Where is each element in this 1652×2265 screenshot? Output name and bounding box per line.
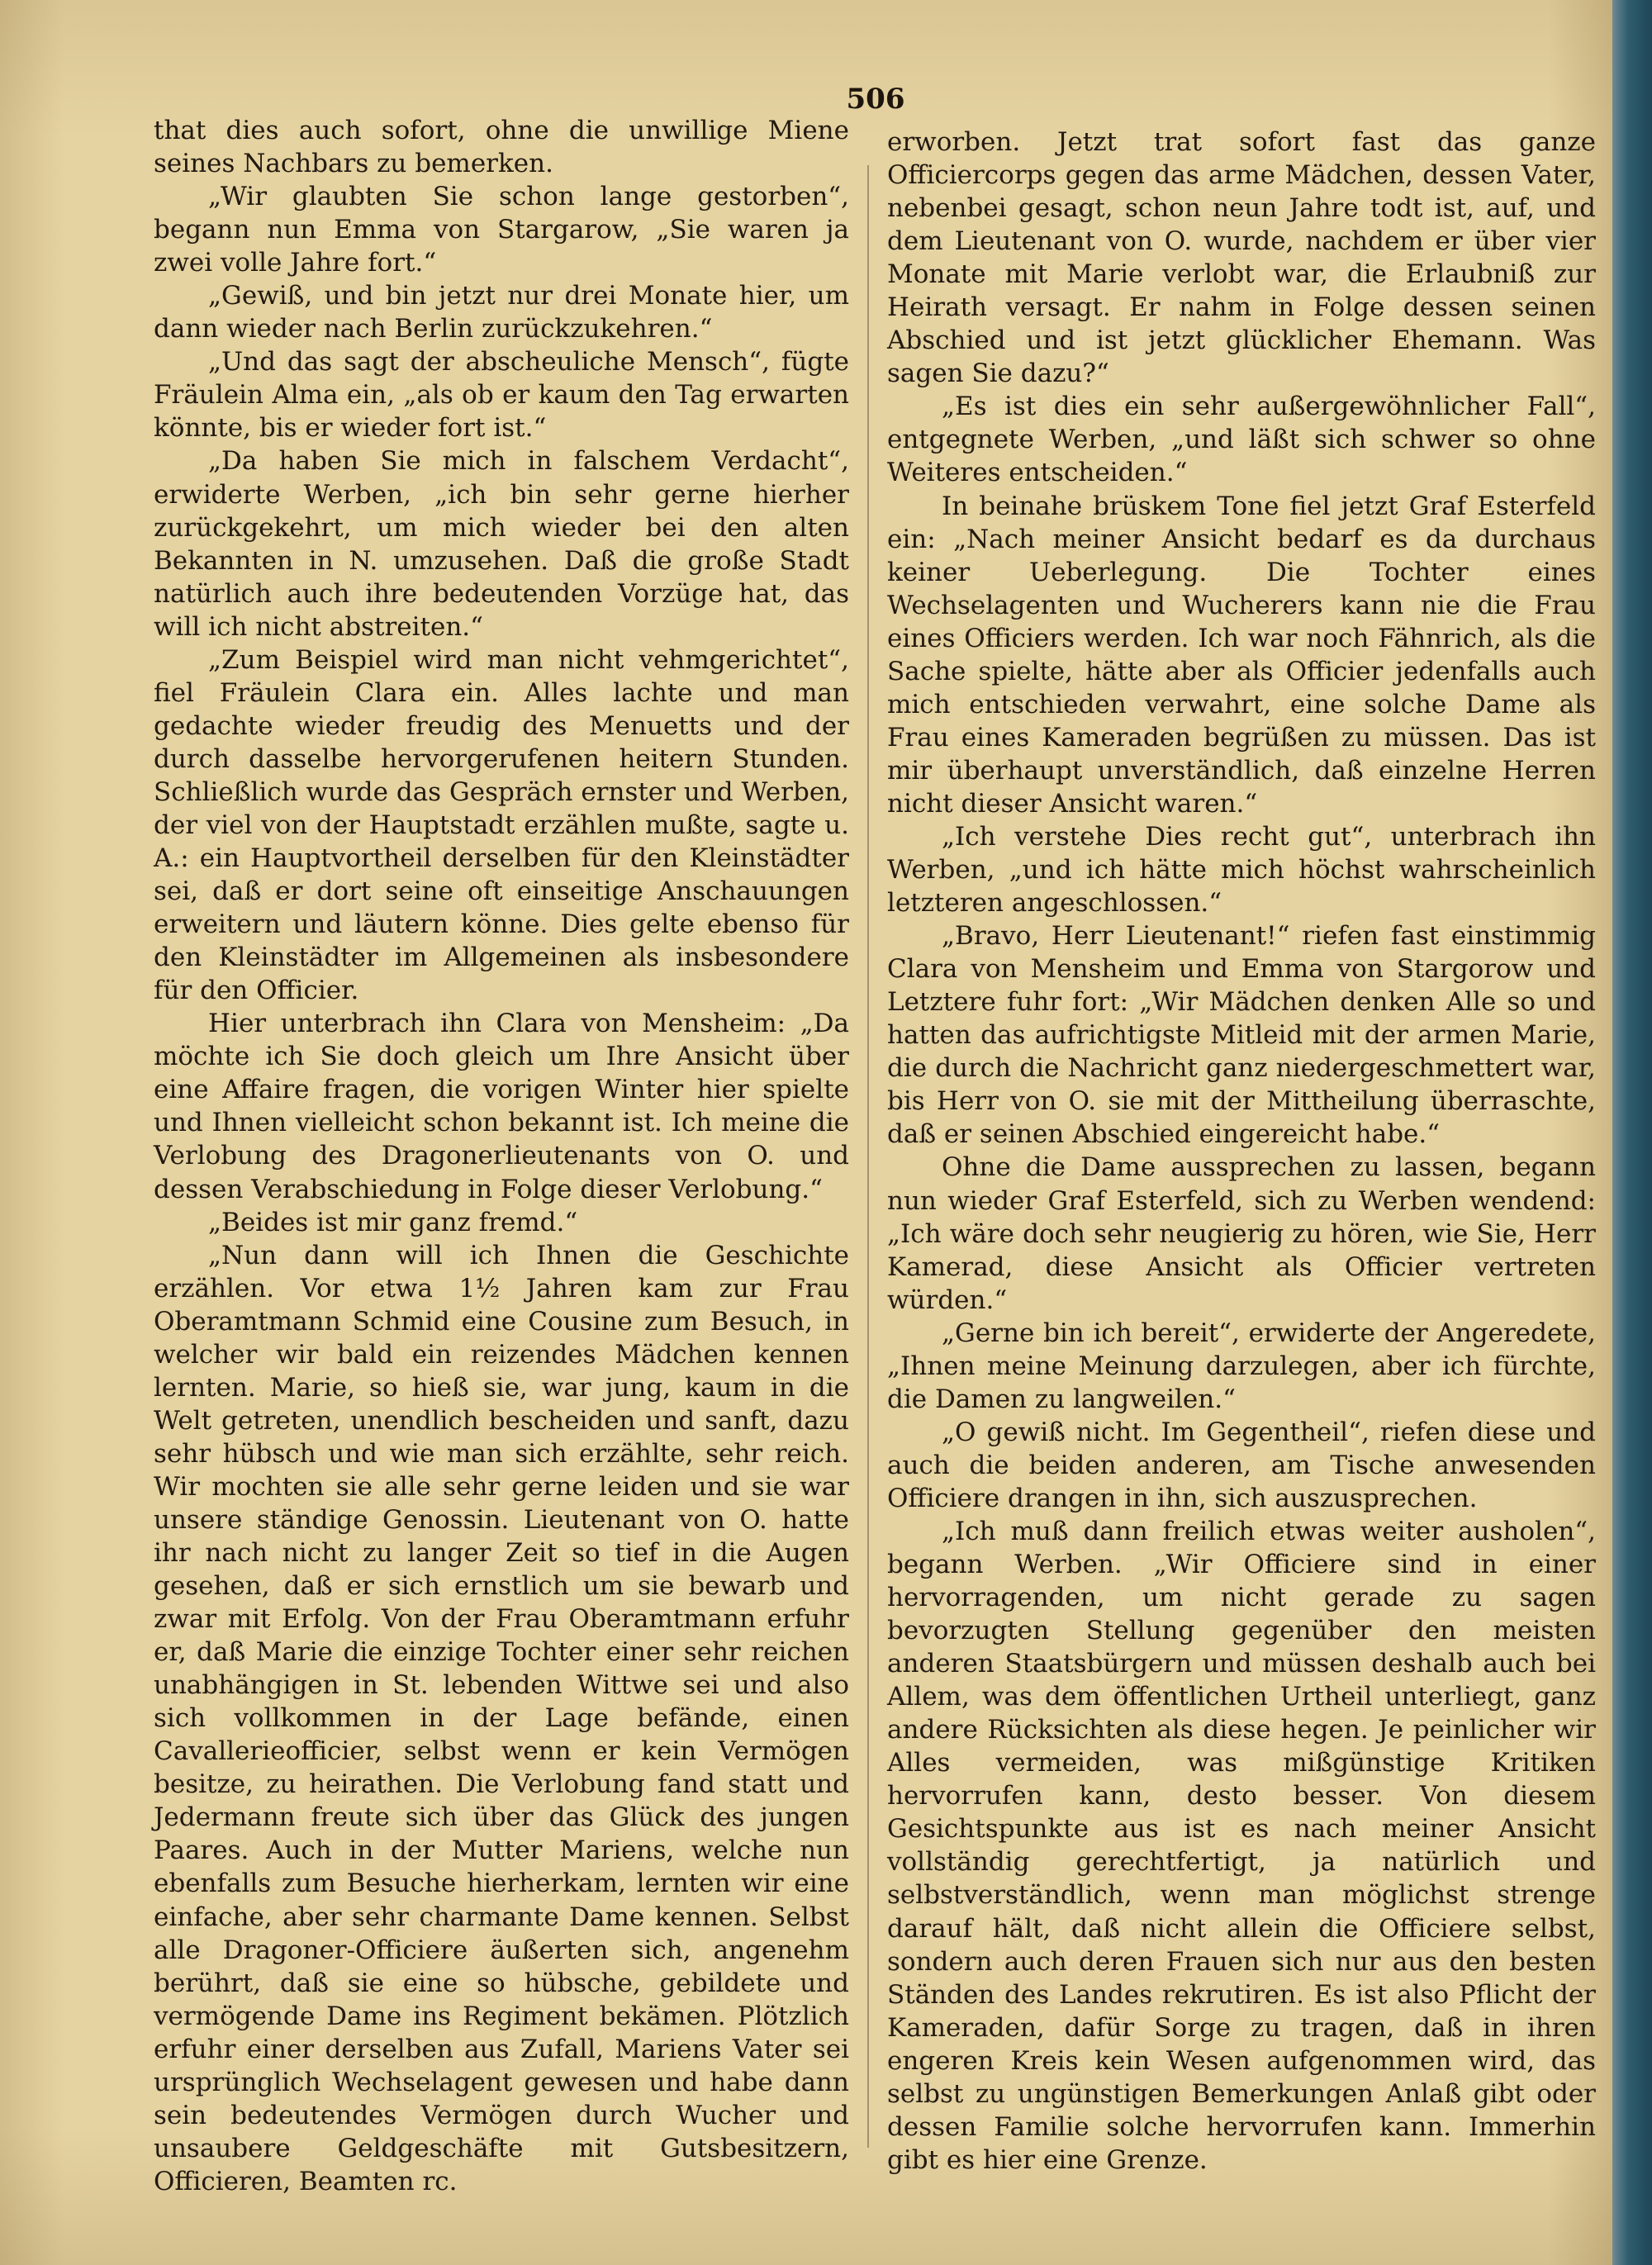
left-column xyxy=(154,114,849,2198)
paragraph: „Wir glaubten Sie schon lange gestorben“, begann nun Emma von Stargarow, „Sie waren ja zwei volle Jahre fort.“ xyxy=(154,182,849,278)
paragraph: that dies auch sofort, ohne die unwillige Miene seines Nachbars zu bemerken. xyxy=(154,116,849,179)
column-divider xyxy=(867,165,869,2148)
paragraph: „Bravo, Herr Lieutenant!“ riefen fast einstimmig Clara von Mensheim und Emma von Stargorow und Letztere fuhr fort: „Wir Mädchen denken Alle so und hatten das aufrichtigste Mitleid mit der armen Marie, die durch die Nachricht ganz niedergeschmettert war, bis Herr von O. sie mit der Mittheilung überraschte, daß er seinen Abschied eingereicht habe.“ xyxy=(887,921,1596,1150)
paragraph: „Ich muß dann freilich etwas weiter ausholen“, begann Werben. „Wir Officiere sind in einer hervorragenden, um nicht gerade zu sagen bevorzugten Stellung gegenüber den meisten anderen Staatsbürgern und müssen deshalb auch bei Allem, was dem öffentlichen Urtheil unterliegt, ganz andere Rücksichten als diese hegen. Je peinlicher wir Alles vermeiden, was mißgünstige Kritiken hervorrufen kann, desto besser. Von diesem Gesichtspunkte aus ist es nach meiner Ansicht vollständig gerechtfertigt, ja natürlich und selbstverständlich, wenn man möglichst strenge darauf hält, daß nicht allein die Officiere selbst, sondern auch deren Frauen sich nur aus den besten Ständen des Landes rekrutiren. Es ist also Pflicht der Kameraden, dafür Sorge zu tragen, daß in ihren engeren Kreis kein Wesen aufgenommen wird, das selbst zu ungünstigen Bemerkungen Anlaß gibt oder dessen Familie solche hervorrufen kann. Immerhin gibt es hier eine Grenze. xyxy=(887,1516,1596,2175)
paragraph: „Beides ist mir ganz fremd.“ xyxy=(208,1207,578,1237)
paragraph: „O gewiß nicht. Im Gegentheil“, riefen diese und auch die beiden anderen, am Tische anwesenden Officiere drangen in ihn, sich auszusprechen. xyxy=(887,1417,1596,1513)
paragraph: „Es ist dies ein sehr außergewöhnlicher Fall“, entgegnete Werben, „und läßt sich schwer so ohne Weiteres entscheiden.“ xyxy=(887,392,1596,488)
paragraph: „Ich verstehe Dies recht gut“, unterbrach ihn Werben, „und ich hätte mich höchst wahrscheinlich letzteren angeschlossen.“ xyxy=(887,821,1596,919)
paragraph: Hier unterbrach ihn Clara von Mensheim: „Da möchte ich Sie doch gleich um Ihre Ansicht über eine Affaire fragen, die vorigen Winter hier spielte und Ihnen vielleicht schon bekannt ist. Ich meine die Verlobung des Dragonerlieutenants von O. und dessen Verabschiedung in Folge dieser Verlobung.“ xyxy=(154,1009,849,1204)
page-number: 506 xyxy=(846,83,905,116)
paragraph: „Gewiß, und bin jetzt nur drei Monate hier, um dann wieder nach Berlin zurückzukehren.“ xyxy=(154,281,849,344)
paragraph: erworben. Jetzt trat sofort fast das ganze Officiercorps gegen das arme Mädchen, dessen Vater, nebenbei gesagt, schon neun Jahre todt ist, auf, und dem Lieutenant von O. wurde, nachdem er über vier Monate mit Marie verlobt war, die Erlaubniß zur Heirath versagt. Er nahm in Folge dessen seinen Abschied und ist jetzt glücklicher Ehemann. Was sagen Sie dazu?“ xyxy=(887,127,1596,389)
paragraph: Ohne die Dame aussprechen zu lassen, begann nun wieder Graf Esterfeld, sich zu Werben wendend: „Ich wäre doch sehr neugierig zu hören, wie Sie, Herr Kamerad, diese Ansicht als Officier vertreten würden.“ xyxy=(887,1152,1596,1315)
paragraph: In beinahe brüskem Tone fiel jetzt Graf Esterfeld ein: „Nach meiner Ansicht bedarf es da durchaus keiner Ueberlegung. Die Tochter eines Wechselagenten und Wucherers kann nie die Frau eines Officiers werden. Ich war noch Fähnrich, als die Sache spielte, hätte aber als Officier jedenfalls auch mich entschieden verwahrt, eine solche Dame als Frau eines Kameraden begrüßen zu müssen. Das ist mir überhaupt unverständlich, daß einzelne Herren nicht dieser Ansicht waren.“ xyxy=(887,491,1596,819)
right-column xyxy=(887,126,1596,2177)
paragraph: „Und das sagt der abscheuliche Mensch“, fügte Fräulein Alma ein, „als ob er kaum den Tag erwarten könnte, bis er wieder fort ist.“ xyxy=(154,347,849,444)
paragraph: „Gerne bin ich bereit“, erwiderte der Angeredete, „Ihnen meine Meinung darzulegen, aber ich fürchte, die Damen zu langweilen.“ xyxy=(887,1318,1596,1414)
paragraph: „Nun dann will ich Ihnen die Geschichte erzählen. Vor etwa 1½ Jahren kam zur Frau Oberamtmann Schmid eine Cousine zum Besuch, in welcher wir bald ein reizendes Mädchen kennen lernten. Marie, so hieß sie, war jung, kaum in die Welt getreten, unendlich bescheiden und sanft, dazu sehr hübsch und wie man sich erzählte, sehr reich. Wir mochten sie alle sehr gerne leiden und sie war unsere ständige Genossin. Lieutenant von O. hatte ihr nach nicht zu langer Zeit so tief in die Augen gesehen, daß er sich ernstlich um sie bewarb und zwar mit Erfolg. Von der Frau Oberamtmann erfuhr er, daß Marie die einzige Tochter einer sehr reichen unabhängigen in St. lebenden Wittwe sei und also sich vollkommen in der Lage befände, einen Cavallerieofficier, selbst wenn er kein Vermögen besitze, zu heirathen. Die Verlobung fand statt und Jedermann freute sich über das Glück des jungen Paares. Auch in der Mutter Mariens, welche nun ebenfalls zum Besuche hierherkam, lernten wir eine einfache, aber sehr charmante Dame kennen. Selbst alle Dragoner-Officiere äußerten sich, angenehm berührt, daß sie eine so hübsche, gebildete und vermögende Dame ins Regiment bekämen. Plötzlich erfuhr einer derselben aus Zufall, Mariens Vater sei ursprünglich Wechselagent gewesen und habe dann sein bedeutendes Vermögen durch Wucher und unsaubere Geldgeschäfte mit Gutsbesitzern, Officieren, Beamten rc. xyxy=(154,1240,849,2196)
paragraph: „Zum Beispiel wird man nicht vehmgerichtet“, fiel Fräulein Clara ein. Alles lachte und man gedachte wieder freudig des Menuetts und der durch dasselbe hervorgerufenen heitern Stunden. Schließlich wurde das Gespräch ernster und Werben, der viel von der Hauptstadt erzählen mußte, sagte u. A.: ein Hauptvortheil derselben für den Kleinstädter sei, daß er dort seine oft einseitige Anschauungen erweitern und läutern könne. Dies gelte ebenso für den Kleinstädter im Allgemeinen als insbesondere für den Officier. xyxy=(154,644,849,1006)
book-edge xyxy=(1612,0,1652,2265)
paragraph: „Da haben Sie mich in falschem Verdacht“, erwiderte Werben, „ich bin sehr gerne hierher zurückgekehrt, um mich wieder bei den alten Bekannten in N. umzusehen. Daß die große Stadt natürlich auch ihre bedeutenden Vorzüge hat, das will ich nicht abstreiten.“ xyxy=(154,446,849,642)
